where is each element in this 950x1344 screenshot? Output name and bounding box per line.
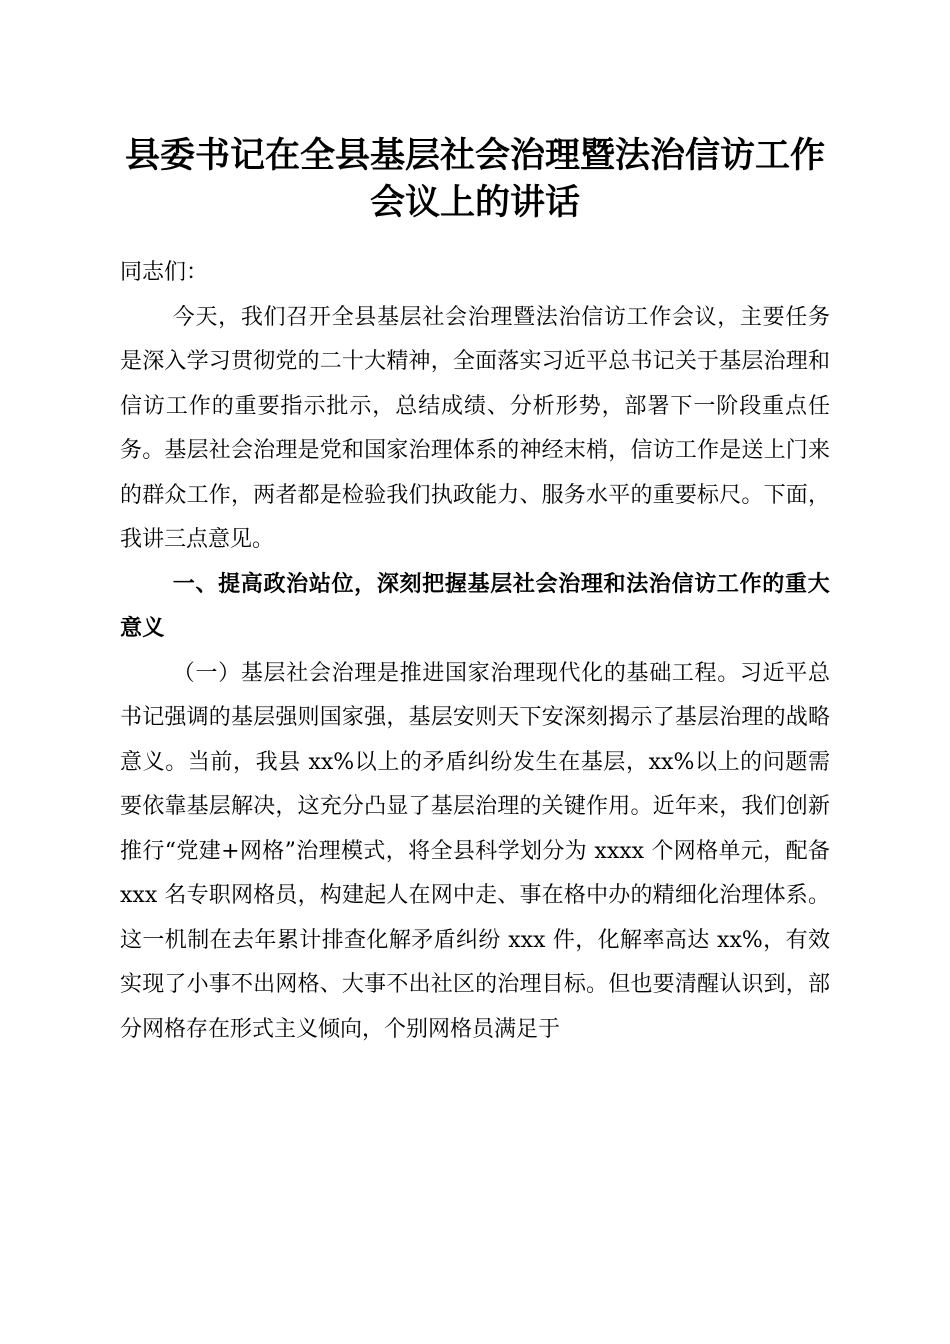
salutation: 同志们： <box>120 260 209 285</box>
title-line-2: 会议上的讲话 <box>369 182 580 223</box>
document-title <box>100 132 850 226</box>
document-body <box>120 251 830 1052</box>
title-line-1: 县委书记在全县基层社会治理暨法治信访工作 <box>124 135 825 176</box>
section-heading-1: 一、提高政治站位，深刻把握基层社会治理和法治信访工作的重大意义 <box>120 571 830 641</box>
intro-paragraph: 今天，我们召开全县基层社会治理暨法治信访工作会议，主要任务是深入学习贯彻党的二十大精神，全面落实习近平总书记关于基层治理和信访工作的重要指示批示，总结成绩、分析形势，部署下一阶段重点任务。基层社会治理是党和国家治理体系的神经末梢，信访工作是送上门来的群众工作，两者都是检验我们执政能力、服务水平的重要标尺。下面，我讲三点意见。 <box>120 304 830 552</box>
subsection-paragraph-1: （一）基层社会治理是推进国家治理现代化的基础工程。习近平总书记强调的基层强则国家强，基层安则天下安深刻揭示了基层治理的战略意义。当前，我县 xx%以上的矛盾纠纷发生在基层，xx%以上的问题需要依靠基层解决，这充分凸显了基层治理的关键作用。近年来，我们创新推行“党建+网格”治理模式，将全县科学划分为 xxxx 个网格单元，配备 xxx 名专职网格员，构建起人在网中走、事在格中办的精细化治理体系。这一机制在去年累计排查化解矛盾纠纷 xxx 件，化解率高达 xx%，有效实现了小事不出网格、大事不出社区的治理目标。但也要清醒认识到，部分网格存在形式主义倾向，个别网格员满足于 <box>120 660 830 1042</box>
